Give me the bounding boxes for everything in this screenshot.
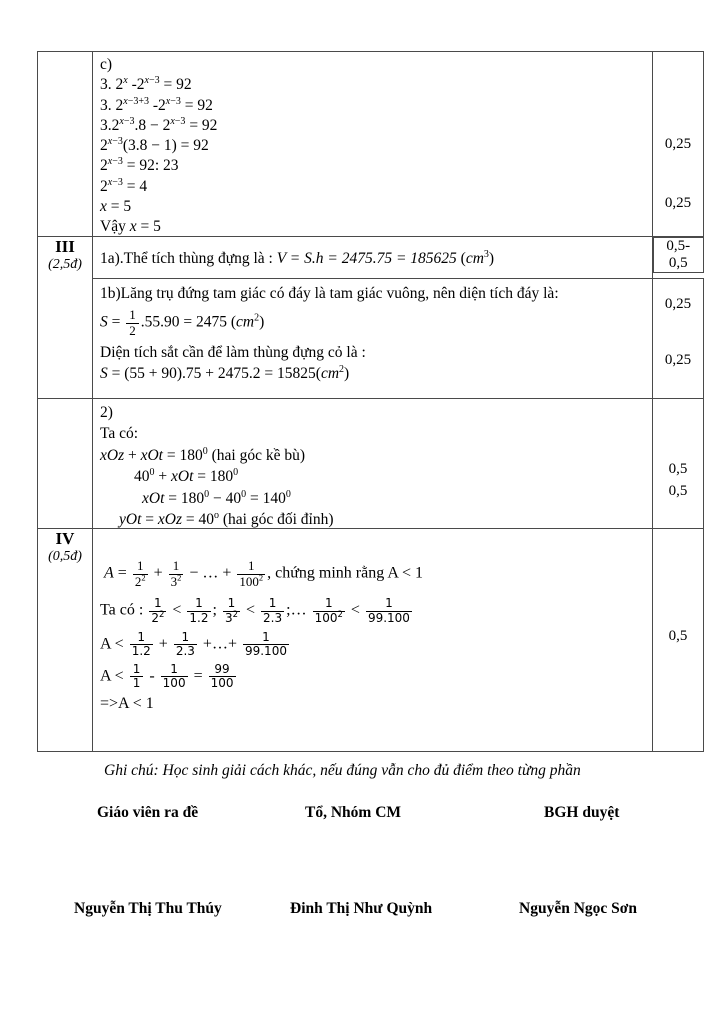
math-line: $2^{x-3} = 4$ (100, 176, 148, 195)
math-line: yOt = xOz = $40^o$ (hai góc đối đỉnh) (119, 509, 334, 528)
math-line: Diện tích sắt cần để làm thùng đựng cỏ là : (100, 344, 366, 362)
answer-lines-iv (93, 529, 652, 751)
table-row-c (38, 52, 704, 237)
points-value: 0,5- (666, 238, 691, 254)
math-line: =>A < 1 (100, 694, 154, 712)
points-value: 0,5 (668, 628, 688, 644)
answer-key-table (37, 51, 704, 752)
math-line: A < $\frac{1}{1.2}$ + $\frac{1}{2.3}$ +…+ $\frac{1}{99.100}$ (100, 629, 287, 659)
section-score: (2,5đ) (48, 257, 82, 272)
signature-role-group: Tổ, Nhóm CM (305, 804, 402, 821)
math-line: xOz + xOt = $180^0$ (hai góc kề bù) (100, 445, 306, 464)
section-score: (0,5đ) (48, 549, 82, 564)
math-line: S = $\frac{1}{2}$ .55.90 = 2475 $(cm^2)$ (100, 307, 265, 338)
section-number: III (55, 237, 75, 256)
points-cell-2 (653, 399, 704, 529)
math-line: Ta có : $\frac{1}{2^2}$ < $\frac{1}{1.2}$ ; $\frac{1}{3^2}$ < $\frac{1}{2.3}$ ;… $\frac{1}{100^2}$ < $\frac{1}{99.100}$ (100, 596, 410, 625)
points-value: 0,25 (664, 195, 692, 211)
math-line: c) (100, 56, 113, 73)
signature-name-group: Đinh Thị Như Quỳnh (290, 900, 433, 917)
math-line: $2^{x-3} = 92$: 23 (100, 156, 179, 175)
answer-content-cell-2 (93, 399, 653, 529)
points-value: 0,25 (664, 352, 692, 368)
math-line: 1b)Lăng trụ đứng tam giác có đáy là tam giác vuông, nên diện tích đáy là: (100, 285, 559, 302)
points-value: 0,25 (664, 136, 692, 152)
math-line: x = 5 (100, 198, 132, 216)
signature-role-board: BGH duyệt (544, 804, 620, 821)
math-line: xOt = $180^0 - 40^0 = 140^0$ (142, 488, 291, 507)
points-value: 0,5 (668, 255, 688, 271)
math-line: A = $\frac{1}{2^2}$ + $\frac{1}{3^2}$ − … + $\frac{1}{100^2}$ , chứng minh rằng A < 1 (104, 558, 424, 589)
math-line: 3. $2^{x-3+3}$ $-2^{x-3} = 92$ (100, 95, 213, 114)
section-label-cell-empty (38, 52, 93, 237)
answer-content-cell-1a (93, 237, 653, 279)
signature-role-teacher: Giáo viên ra đề (97, 804, 199, 821)
points-value: 0,5 (668, 461, 688, 477)
math-line: $40^0$ + xOt = $180^0$ (134, 467, 239, 486)
answer-lines-1b (93, 279, 652, 398)
math-line: 3. 2$^x$ $-2^{x-3} = 92$ (100, 75, 192, 94)
answer-content-cell-c (93, 52, 653, 237)
answer-lines-c (93, 52, 652, 236)
section-label-cell-iii (38, 237, 93, 399)
math-line: Vậy x = 5 (100, 218, 161, 236)
table-row-1a (38, 237, 704, 279)
signature-name-teacher: Nguyễn Thị Thu Thúy (74, 900, 222, 917)
points-cell-c (653, 52, 704, 237)
points-cell-iv (653, 529, 704, 752)
answer-content-cell-1b (93, 279, 653, 399)
math-line: $S = (55 + 90).75 + 2475.2 = 15825(cm^2)$ (100, 363, 350, 383)
math-line: A < $\frac{1}{1}$ - $\frac{1}{100}$ = $\frac{99}{100}$ (100, 661, 234, 691)
math-line: 2) (100, 404, 113, 421)
math-line: 1a).Thể tích thùng đựng là : V = S.h = 2475.75 = 185625 $(cm^3)$ (100, 248, 495, 267)
answer-lines-2 (93, 399, 652, 528)
points-cell-1b (653, 279, 704, 399)
section-label-cell-iv (38, 529, 93, 752)
math-line: $2^{x-3}(3.8 - 1) = 92$ (100, 136, 209, 155)
answer-content-cell-iv (93, 529, 653, 752)
math-line: Ta có: (100, 425, 139, 443)
points-value: 0,5 (668, 483, 688, 499)
table-row-iv (38, 529, 704, 752)
points-value: 0,25 (664, 296, 692, 312)
section-number: IV (55, 529, 75, 548)
signature-name-board: Nguyễn Ngọc Sơn (519, 900, 637, 917)
section-label-cell-empty2 (38, 399, 93, 529)
grading-note: Ghi chú: Học sinh giải cách khác, nếu đúng vẫn cho đủ điểm theo từng phần (104, 762, 581, 779)
table-row-2 (38, 399, 704, 529)
answer-lines-1a (93, 237, 652, 278)
table-row-1b (38, 279, 704, 399)
math-line: $3.2^{x-3}.8 - 2^{x-3} = 92$ (100, 115, 218, 134)
points-cell-1a (653, 237, 704, 273)
